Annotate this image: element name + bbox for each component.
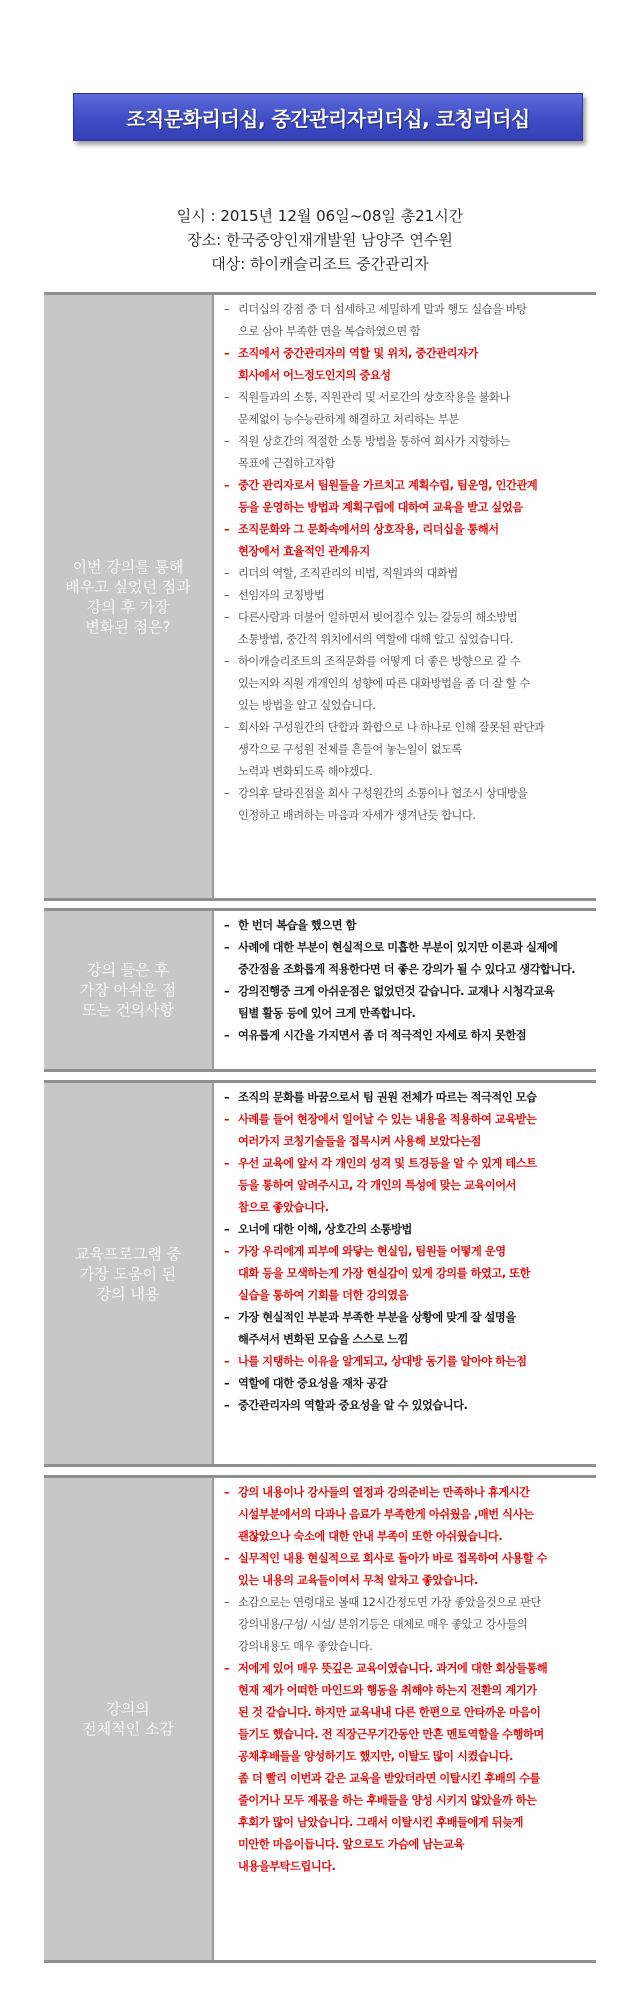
list-item xyxy=(224,1373,588,1395)
list-item-line xyxy=(224,717,588,739)
section-overall-impression xyxy=(44,1475,596,1963)
list-item-line xyxy=(224,1003,588,1025)
bullet-dash xyxy=(224,1197,238,1219)
list-item-line xyxy=(224,1724,588,1746)
list-item-line xyxy=(224,453,588,475)
bullet-dash: – xyxy=(224,1157,230,1170)
list-item xyxy=(224,299,588,343)
list-item-line xyxy=(224,1153,588,1175)
bullet-dash xyxy=(224,1504,238,1526)
list-item-line xyxy=(224,1263,588,1285)
bullet-dash: – xyxy=(224,523,230,536)
list-item-text: 실무적인 내용 현실적으로 회사로 돌아가 바로 접목하여 사용할 수 xyxy=(238,1552,547,1565)
list-item-line xyxy=(224,1570,588,1592)
bullet-dash: – xyxy=(224,941,230,954)
list-item-line xyxy=(224,387,588,409)
bullet-dash xyxy=(224,1702,238,1724)
list-item-text: 조직의 문화를 바꿈으로서 팀 권원 전체가 따르는 적극적인 모습 xyxy=(238,1091,537,1104)
list-item-text: 줄이거나 모두 제몫을 하는 후배들을 양성 시키지 않았을까 하는 xyxy=(238,1794,537,1807)
list-item-text: 현장에서 효율적인 관계유지 xyxy=(238,545,370,558)
bullet-dash xyxy=(224,1790,238,1812)
list-item xyxy=(224,937,588,981)
list-item-line xyxy=(224,585,588,607)
bullet-dash: – xyxy=(224,985,230,998)
bullet-dash xyxy=(224,453,238,475)
bullet-dash xyxy=(224,1526,238,1548)
list-item xyxy=(224,475,588,519)
list-item-text: 직원 상호간의 적절한 소통 방법을 통하여 회사가 지향하는 xyxy=(238,435,510,448)
list-item-line xyxy=(224,695,588,717)
list-item-line xyxy=(224,673,588,695)
bullet-dash: – xyxy=(224,1223,230,1236)
section-learning-goals xyxy=(44,292,596,901)
list-item-text: 강의내용도 매우 좋았습니다. xyxy=(238,1640,373,1653)
list-item-text: 오너에 대한 이해, 상호간의 소통방법 xyxy=(238,1223,412,1236)
list-item-line xyxy=(224,409,588,431)
list-item xyxy=(224,651,588,717)
list-item-line xyxy=(224,959,588,981)
list-item-text: 여러가지 코칭기술들을 접목시켜 사용해 보았다는점 xyxy=(238,1135,481,1148)
bullet-dash xyxy=(224,497,238,519)
list-item-text: 사례를 들어 현장에서 일어날 수 있는 내용을 적용하여 교육받는 xyxy=(238,1113,537,1126)
list-item-text: 대화 등을 모색하는게 가장 현실감이 있게 강의를 하였고, 또한 xyxy=(238,1267,530,1280)
list-item-line xyxy=(224,783,588,805)
list-item xyxy=(224,1395,588,1417)
list-item-line xyxy=(224,1109,588,1131)
bullet-dash: – xyxy=(224,1486,230,1499)
list-item-text: 후회가 많이 남았습니다. 그래서 이탈시킨 후배들에게 뒤늦게 xyxy=(238,1816,523,1829)
list-item-text: 미안한 마음이듭니다. 앞으로도 가슴에 남는교육 xyxy=(238,1838,464,1851)
list-item xyxy=(224,343,588,387)
bullet-dash xyxy=(224,409,238,431)
bullet-dash xyxy=(224,1724,238,1746)
bullet-dash xyxy=(224,1746,238,1768)
list-item-text: 등을 운영하는 방법과 계획구립에 대하여 교육을 받고 싶었음 xyxy=(238,501,523,514)
bullet-dash: – xyxy=(224,347,230,360)
list-item-text: 조직에서 중간관리자의 역할 및 위치, 중간관리자가 xyxy=(238,347,478,360)
list-item-line xyxy=(224,761,588,783)
meta-date: 일시 : 2015년 12월 06일~08일 총21시간 xyxy=(176,207,464,225)
list-item-text: 내용을부탁드립니다. xyxy=(238,1860,336,1873)
bullet-dash xyxy=(224,541,238,563)
list-item-line xyxy=(224,937,588,959)
bullet-dash: – xyxy=(224,435,230,448)
list-item-line xyxy=(224,1351,588,1373)
list-item-line xyxy=(224,343,588,365)
list-item xyxy=(224,783,588,827)
list-item-text: 된 것 같습니다. 하지만 교육내내 다른 한편으로 안타까운 마음이 xyxy=(238,1706,541,1719)
list-item-text: 저에게 있어 매우 뜻깊은 교육이였습니다. 과거에 대한 회상들통해 xyxy=(238,1662,548,1675)
bullet-dash xyxy=(224,739,238,761)
list-item-text: 역할에 대한 중요성을 재차 공감 xyxy=(238,1377,388,1390)
section-label xyxy=(44,911,214,1069)
bullet-dash: – xyxy=(224,721,230,734)
bullet-dash: – xyxy=(224,567,230,580)
bullet-dash: – xyxy=(224,1245,230,1258)
section-label-text: 강의의 전체적인 소감 xyxy=(82,1700,174,1738)
section-most-helpful xyxy=(44,1080,596,1467)
list-item-line xyxy=(224,1548,588,1570)
list-item xyxy=(224,519,588,563)
list-item xyxy=(224,1351,588,1373)
section-content xyxy=(214,911,596,1069)
list-item-line xyxy=(224,1636,588,1658)
list-item-text: 좀 더 빨리 이번과 같은 교육을 받았더라면 이탈시킨 후배의 수를 xyxy=(238,1772,541,1785)
list-item-text: 조직문화와 그 문화속에서의 상호작용, 리더십을 통해서 xyxy=(238,523,499,536)
bullet-dash xyxy=(224,1003,238,1025)
list-item-text: 인정하고 배려하는 마음과 자세가 생겨난듯 합니다. xyxy=(238,809,476,822)
list-item-line xyxy=(224,1175,588,1197)
list-item-text: 직원들과의 소통, 직원관리 및 서로간의 상호작용을 불화나 xyxy=(238,391,510,404)
section-label xyxy=(44,1083,214,1464)
bullet-dash xyxy=(224,629,238,651)
list-item-line xyxy=(224,1790,588,1812)
section-label xyxy=(44,1478,214,1960)
bullet-dash xyxy=(224,1812,238,1834)
list-item xyxy=(224,981,588,1025)
bullet-dash: – xyxy=(224,1091,230,1104)
list-item-line xyxy=(224,519,588,541)
list-item-line xyxy=(224,1197,588,1219)
bullet-dash: – xyxy=(224,303,230,316)
section-content xyxy=(214,295,596,898)
section-regrets-suggestions xyxy=(44,908,596,1072)
bullet-dash xyxy=(224,1614,238,1636)
list-item-text: 문제없이 능수능란하게 해결하고 처리하는 부분 xyxy=(238,413,459,426)
list-item-line xyxy=(224,1329,588,1351)
section-content xyxy=(214,1478,596,1960)
list-item-line xyxy=(224,321,588,343)
list-item-text: 소감으로는 연령대로 볼때 12시간정도면 가장 좋았을것으로 판단 xyxy=(238,1596,541,1609)
list-item-text: 있는지와 직원 개개인의 성향에 따른 대화방법을 좀 더 잘 할 수 xyxy=(238,677,530,690)
bullet-dash: – xyxy=(224,1552,230,1565)
list-item-line xyxy=(224,1746,588,1768)
list-item-line xyxy=(224,299,588,321)
bullet-dash xyxy=(224,673,238,695)
list-item-text: 여유롭게 시간을 가지면서 좀 더 적극적인 자세로 하지 못한점 xyxy=(238,1029,527,1042)
section-label-text: 강의 들은 후 가장 아쉬운 점 또는 건의사항 xyxy=(79,961,177,1019)
list-item-text: 참으로 좋았습니다. xyxy=(238,1201,329,1214)
list-item-line xyxy=(224,629,588,651)
section-label-text: 이번 강의를 통해 배우고 싶었던 점과 강의 후 가장 변화된 점은? xyxy=(65,557,191,636)
bullet-dash xyxy=(224,1768,238,1790)
list-item-line xyxy=(224,1812,588,1834)
list-item-line xyxy=(224,1856,588,1878)
list-item-line xyxy=(224,1241,588,1263)
list-item-text: 나를 지탱하는 이유을 알게되고, 상대방 동기를 알아야 하는점 xyxy=(238,1355,527,1368)
list-item xyxy=(224,717,588,783)
bullet-dash xyxy=(224,1329,238,1351)
list-item xyxy=(224,915,588,937)
list-item-line xyxy=(224,1373,588,1395)
list-item-text: 있는 내용의 교육들이여서 무척 알차고 좋았습니다. xyxy=(238,1574,478,1587)
list-item-text: 등을 통하여 알려주시고, 각 개인의 특성에 맞는 교육이어서 xyxy=(238,1179,517,1192)
list-item-line xyxy=(224,1219,588,1241)
bullet-dash xyxy=(224,1834,238,1856)
list-item-line xyxy=(224,607,588,629)
list-item-line xyxy=(224,563,588,585)
list-item xyxy=(224,1109,588,1153)
list-item-line xyxy=(224,1482,588,1504)
list-item xyxy=(224,1307,588,1351)
bullet-dash: – xyxy=(224,1662,230,1675)
list-item-line xyxy=(224,805,588,827)
bullet-dash: – xyxy=(224,479,230,492)
list-item-text: 리더십의 강점 중 더 섬세하고 세밀하게 말과 행도 실습을 바탕 xyxy=(238,303,527,316)
list-item-line xyxy=(224,1395,588,1417)
bullet-dash: – xyxy=(224,1113,230,1126)
list-item-text: 생각으로 구성원 전체를 흔들어 놓는일이 없도록 xyxy=(238,743,462,756)
list-item-text: 실습을 통하여 기회를 더한 강의였음 xyxy=(238,1289,409,1302)
list-item-text: 선임자의 코칭방법 xyxy=(238,589,325,602)
list-item xyxy=(224,387,588,431)
bullet-dash xyxy=(224,805,238,827)
list-item-text: 으로 삼아 부족한 면을 복습하였으면 함 xyxy=(238,325,421,338)
bullet-dash: – xyxy=(224,611,230,624)
bullet-dash xyxy=(224,1131,238,1153)
list-item xyxy=(224,1241,588,1307)
list-item-text: 가장 현실적인 부분과 부족한 부분을 상황에 맞게 잘 설명을 xyxy=(238,1311,516,1324)
list-item-text: 해주셔서 변화된 모습을 스스로 느낌 xyxy=(238,1333,409,1346)
list-item-text: 현재 제가 어떠한 마인드와 행동을 취해야 하는지 전환의 계기가 xyxy=(238,1684,537,1697)
list-item-text: 우선 교육에 앞서 각 개인의 성격 및 트겅등을 알 수 있게 테스트 xyxy=(238,1157,537,1170)
list-item xyxy=(224,607,588,651)
list-item-text: 팀별 활동 등에 있어 크게 만족합니다. xyxy=(238,1007,416,1020)
bullet-dash: – xyxy=(224,589,230,602)
list-item-line xyxy=(224,981,588,1003)
list-item-line xyxy=(224,1680,588,1702)
list-item xyxy=(224,563,588,585)
bullet-dash xyxy=(224,1636,238,1658)
list-item-text: 중간 관리자로서 팀원들을 가르치고 계획수립, 팀운영, 인간관계 xyxy=(238,479,538,492)
list-item-text: 회사에서 어느정도인지의 중요성 xyxy=(238,369,391,382)
list-item-line xyxy=(224,541,588,563)
meta-venue: 장소: 한국중앙인재개발원 남양주 연수원 xyxy=(187,231,453,249)
list-item-text: 다른사람과 더불어 일하면서 빚어질수 있는 갈등의 해소방법 xyxy=(238,611,518,624)
list-item-text: 회사와 구성원간의 단합과 화합으로 나 하나로 인해 잘못된 판단과 xyxy=(238,721,545,734)
bullet-dash xyxy=(224,1680,238,1702)
list-item-line xyxy=(224,431,588,453)
bullet-dash xyxy=(224,1263,238,1285)
list-item-line xyxy=(224,1658,588,1680)
list-item-line xyxy=(224,1702,588,1724)
bullet-dash xyxy=(224,1285,238,1307)
list-item-text: 중간점을 조화롭게 적용한다면 더 좋은 강의가 될 수 있다고 생각합니다. xyxy=(238,963,576,976)
bullet-dash: – xyxy=(224,391,230,404)
bullet-dash xyxy=(224,761,238,783)
bullet-dash xyxy=(224,959,238,981)
bullet-dash xyxy=(224,1570,238,1592)
title-banner xyxy=(73,93,583,141)
list-item xyxy=(224,1548,588,1592)
bullet-dash: – xyxy=(224,1377,230,1390)
section-label xyxy=(44,295,214,898)
list-item-text: 있는 방법을 알고 싶었습니다. xyxy=(238,699,376,712)
bullet-dash: – xyxy=(224,1596,230,1609)
list-item-line xyxy=(224,739,588,761)
list-item xyxy=(224,1592,588,1658)
list-item-text: 강의후 달라진점을 회사 구성원간의 소통이나 협조시 상대방을 xyxy=(238,787,528,800)
list-item xyxy=(224,1658,588,1878)
list-item xyxy=(224,1482,588,1548)
bullet-dash xyxy=(224,365,238,387)
list-item-line xyxy=(224,1131,588,1153)
list-item xyxy=(224,1219,588,1241)
list-item-line xyxy=(224,1592,588,1614)
list-item-text: 리더의 역할, 조직관리의 비법, 직원과의 대화법 xyxy=(238,567,458,580)
list-item-line xyxy=(224,1285,588,1307)
list-item-text: 공채후배들을 양성하기도 했지만, 이탈도 많이 시켰습니다. xyxy=(238,1750,513,1763)
list-item-text: 가장 우리에게 피부에 와닿는 현실임, 팀원들 어떻게 운영 xyxy=(238,1245,506,1258)
list-item-line xyxy=(224,1834,588,1856)
list-item-line xyxy=(224,1307,588,1329)
list-item-line xyxy=(224,1025,588,1047)
list-item-line xyxy=(224,1504,588,1526)
list-item-line xyxy=(224,1614,588,1636)
list-item-line xyxy=(224,365,588,387)
list-item xyxy=(224,1025,588,1047)
list-item-text: 시설부분에서의 다과나 음료가 부족한게 아쉬웠음 ,매번 식사는 xyxy=(238,1508,534,1521)
bullet-dash xyxy=(224,1175,238,1197)
bullet-dash: – xyxy=(224,1355,230,1368)
list-item-line xyxy=(224,1526,588,1548)
bullet-dash: – xyxy=(224,1029,230,1042)
bullet-dash: – xyxy=(224,655,230,668)
list-item-text: 들기도 했습니다. 전 직장근무기간동안 만흔 멘토역할을 수행하며 xyxy=(238,1728,544,1741)
list-item-text: 목표에 근접하고자함 xyxy=(238,457,335,470)
list-item-line xyxy=(224,1768,588,1790)
banner-title: 조직문화리더십, 중간관리자리더십, 코칭리더십 xyxy=(126,106,530,131)
list-item-text: 노력과 변화되도록 해야겠다. xyxy=(238,765,373,778)
list-item xyxy=(224,431,588,475)
list-item-text: 강의내용/구성/ 시설/ 분위기등은 대체로 매우 좋았고 강사들의 xyxy=(238,1618,528,1631)
meta-audience: 대상: 하이캐슬리조트 중간관리자 xyxy=(211,255,429,273)
list-item-line xyxy=(224,651,588,673)
list-item-line xyxy=(224,915,588,937)
section-content xyxy=(214,1083,596,1464)
bullet-dash: – xyxy=(224,1399,230,1412)
list-item-line xyxy=(224,497,588,519)
list-item xyxy=(224,1153,588,1219)
bullet-dash: – xyxy=(224,1311,230,1324)
list-item-line xyxy=(224,1087,588,1109)
list-item-text: 소통방법, 중간적 위치에서의 역할에 대해 알고 싶었습니다. xyxy=(238,633,514,646)
section-label-text: 교육프로그램 중 가장 도움이 된 강의 내용 xyxy=(74,1244,182,1303)
list-item-text: 강의 내용이나 강사들의 열정과 강의준비는 만족하나 휴게시간 xyxy=(238,1486,530,1499)
list-item-text: 사례에 대한 부분이 현실적으로 미흡한 부분이 있지만 이론과 실제에 xyxy=(238,941,558,954)
bullet-dash xyxy=(224,1856,238,1878)
bullet-dash xyxy=(224,695,238,717)
bullet-dash xyxy=(224,321,238,343)
list-item-text: 강의진행중 크게 아쉬운점은 없었던것 같습니다. 교재나 시청각교육 xyxy=(238,985,555,998)
list-item-text: 괜찮았으나 숙소에 대한 안내 부족이 또한 아쉬웠습니다. xyxy=(238,1530,503,1543)
bullet-dash: – xyxy=(224,919,230,932)
list-item xyxy=(224,1087,588,1109)
list-item-text: 한 번더 복습을 했으면 함 xyxy=(238,919,357,932)
list-item-text: 하이캐슬리조트의 조직문화를 어떻게 더 좋은 방향으로 갈 수 xyxy=(238,655,521,668)
list-item-text: 중간관리자의 역할과 중요성을 알 수 있었습니다. xyxy=(238,1399,468,1412)
bullet-dash: – xyxy=(224,787,230,800)
list-item-line xyxy=(224,475,588,497)
list-item xyxy=(224,585,588,607)
